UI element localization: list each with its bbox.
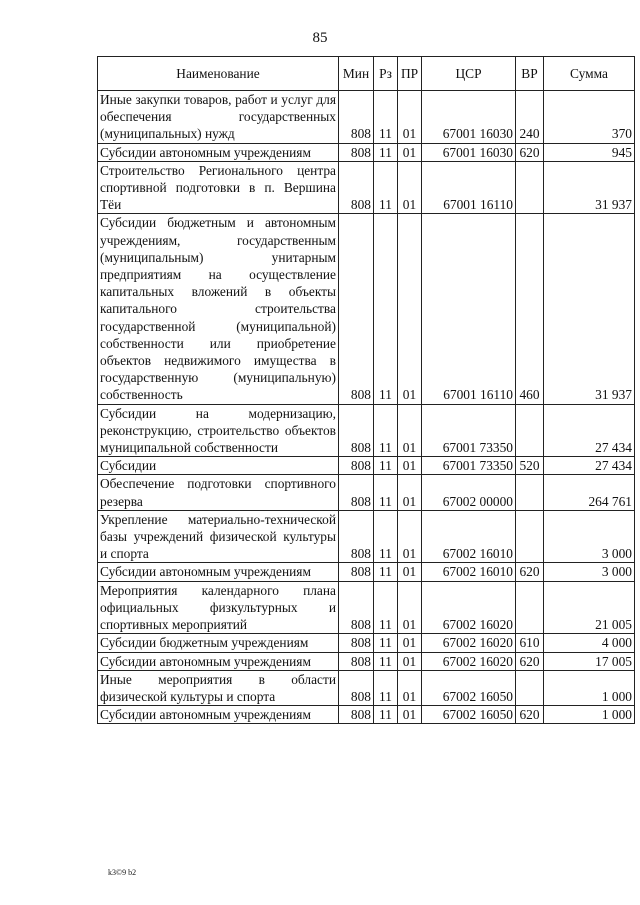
row-pr: 01 xyxy=(398,475,422,510)
row-vr: 620 xyxy=(516,563,544,581)
header-pr: ПР xyxy=(398,57,422,91)
header-min: Мин xyxy=(339,57,374,91)
page-number: 85 xyxy=(312,30,328,46)
row-sum: 264 761 xyxy=(544,475,635,510)
row-pr: 01 xyxy=(398,510,422,563)
row-min: 808 xyxy=(339,652,374,670)
table-row xyxy=(98,457,635,475)
row-pr: 01 xyxy=(398,457,422,475)
row-rz: 11 xyxy=(374,563,398,581)
table-row xyxy=(98,670,635,705)
row-vr: 620 xyxy=(516,143,544,161)
row-pr: 01 xyxy=(398,404,422,457)
row-csr: 67002 16020 xyxy=(422,634,516,652)
row-name: Иные закупки товаров, работ и услуг для обеспечения государственных (муниципальных) нужд xyxy=(98,91,339,144)
row-sum: 945 xyxy=(544,143,635,161)
row-min: 808 xyxy=(339,457,374,475)
row-pr: 01 xyxy=(398,652,422,670)
row-min: 808 xyxy=(339,706,374,724)
row-rz: 11 xyxy=(374,652,398,670)
row-rz: 11 xyxy=(374,143,398,161)
row-pr: 01 xyxy=(398,214,422,404)
row-pr: 01 xyxy=(398,634,422,652)
row-csr: 67001 73350 xyxy=(422,457,516,475)
row-sum: 17 005 xyxy=(544,652,635,670)
table-header-row xyxy=(98,57,635,91)
row-rz: 11 xyxy=(374,581,398,634)
row-csr: 67002 16020 xyxy=(422,652,516,670)
row-csr: 67001 73350 xyxy=(422,404,516,457)
row-name: Субсидии бюджетным и автономным учреждениям, государственным (муниципальным) унитарным предприятиям на осуществление капитальных вложений в объекты капитального строительства государственной (муниципальной) собственности или приобретение объектов недвижимого имущества в государственную (муниципальную) собственность xyxy=(98,214,339,404)
row-csr: 67002 16050 xyxy=(422,706,516,724)
row-vr xyxy=(516,581,544,634)
row-rz: 11 xyxy=(374,706,398,724)
row-min: 808 xyxy=(339,670,374,705)
row-csr: 67002 00000 xyxy=(422,475,516,510)
row-rz: 11 xyxy=(374,670,398,705)
row-csr: 67001 16110 xyxy=(422,214,516,404)
row-sum: 1 000 xyxy=(544,670,635,705)
table-row xyxy=(98,143,635,161)
row-pr: 01 xyxy=(398,563,422,581)
row-name: Субсидии бюджетным учреждениям xyxy=(98,634,339,652)
row-min: 808 xyxy=(339,91,374,144)
row-vr: 610 xyxy=(516,634,544,652)
row-sum: 27 434 xyxy=(544,457,635,475)
row-vr: 620 xyxy=(516,706,544,724)
row-csr: 67002 16020 xyxy=(422,581,516,634)
row-min: 808 xyxy=(339,510,374,563)
row-pr: 01 xyxy=(398,91,422,144)
row-vr xyxy=(516,510,544,563)
row-sum: 1 000 xyxy=(544,706,635,724)
row-name: Субсидии xyxy=(98,457,339,475)
row-min: 808 xyxy=(339,214,374,404)
row-pr: 01 xyxy=(398,706,422,724)
table-row xyxy=(98,404,635,457)
row-vr xyxy=(516,161,544,214)
row-pr: 01 xyxy=(398,161,422,214)
table-row xyxy=(98,634,635,652)
row-vr: 620 xyxy=(516,652,544,670)
header-csr: ЦСР xyxy=(422,57,516,91)
table-row xyxy=(98,706,635,724)
budget-table xyxy=(97,56,635,724)
header-vr: ВР xyxy=(516,57,544,91)
row-vr: 240 xyxy=(516,91,544,144)
row-csr: 67002 16010 xyxy=(422,563,516,581)
row-name: Субсидии автономным учреждениям xyxy=(98,143,339,161)
table-row xyxy=(98,161,635,214)
table-row xyxy=(98,91,635,144)
row-name: Строительство Регионального центра спортивной подготовки в п. Вершина Тёи xyxy=(98,161,339,214)
row-name: Субсидии автономным учреждениям xyxy=(98,563,339,581)
row-sum: 31 937 xyxy=(544,214,635,404)
row-rz: 11 xyxy=(374,475,398,510)
row-name: Мероприятия календарного плана официальных физкультурных и спортивных мероприятий xyxy=(98,581,339,634)
table-row xyxy=(98,652,635,670)
row-min: 808 xyxy=(339,581,374,634)
table-row xyxy=(98,214,635,404)
table-row xyxy=(98,563,635,581)
row-csr: 67002 16010 xyxy=(422,510,516,563)
row-rz: 11 xyxy=(374,404,398,457)
header-name: Наименование xyxy=(98,57,339,91)
row-name: Иные мероприятия в области физической культуры и спорта xyxy=(98,670,339,705)
row-min: 808 xyxy=(339,634,374,652)
row-rz: 11 xyxy=(374,457,398,475)
row-name: Обеспечение подготовки спортивного резерва xyxy=(98,475,339,510)
row-pr: 01 xyxy=(398,143,422,161)
footer-code: k3©9 b2 xyxy=(108,868,137,877)
row-rz: 11 xyxy=(374,634,398,652)
row-sum: 21 005 xyxy=(544,581,635,634)
table-row xyxy=(98,581,635,634)
row-rz: 11 xyxy=(374,510,398,563)
row-name: Укрепление материально-технической базы учреждений физической культуры и спорта xyxy=(98,510,339,563)
row-rz: 11 xyxy=(374,91,398,144)
header-rz: Рз xyxy=(374,57,398,91)
row-csr: 67001 16030 xyxy=(422,91,516,144)
row-csr: 67001 16110 xyxy=(422,161,516,214)
row-pr: 01 xyxy=(398,581,422,634)
row-min: 808 xyxy=(339,161,374,214)
row-vr xyxy=(516,404,544,457)
row-name: Субсидии на модернизацию, реконструкцию, строительство объектов муниципальной собственности xyxy=(98,404,339,457)
row-sum: 3 000 xyxy=(544,510,635,563)
row-csr: 67001 16030 xyxy=(422,143,516,161)
row-sum: 31 937 xyxy=(544,161,635,214)
row-min: 808 xyxy=(339,143,374,161)
table-row xyxy=(98,475,635,510)
row-vr xyxy=(516,475,544,510)
row-rz: 11 xyxy=(374,161,398,214)
row-sum: 3 000 xyxy=(544,563,635,581)
row-sum: 27 434 xyxy=(544,404,635,457)
header-sum: Сумма xyxy=(544,57,635,91)
row-rz: 11 xyxy=(374,214,398,404)
row-vr xyxy=(516,670,544,705)
row-min: 808 xyxy=(339,475,374,510)
table-row xyxy=(98,510,635,563)
row-vr: 520 xyxy=(516,457,544,475)
row-sum: 4 000 xyxy=(544,634,635,652)
row-name: Субсидии автономным учреждениям xyxy=(98,706,339,724)
row-name: Субсидии автономным учреждениям xyxy=(98,652,339,670)
row-csr: 67002 16050 xyxy=(422,670,516,705)
row-min: 808 xyxy=(339,404,374,457)
row-sum: 370 xyxy=(544,91,635,144)
row-pr: 01 xyxy=(398,670,422,705)
row-min: 808 xyxy=(339,563,374,581)
row-vr: 460 xyxy=(516,214,544,404)
